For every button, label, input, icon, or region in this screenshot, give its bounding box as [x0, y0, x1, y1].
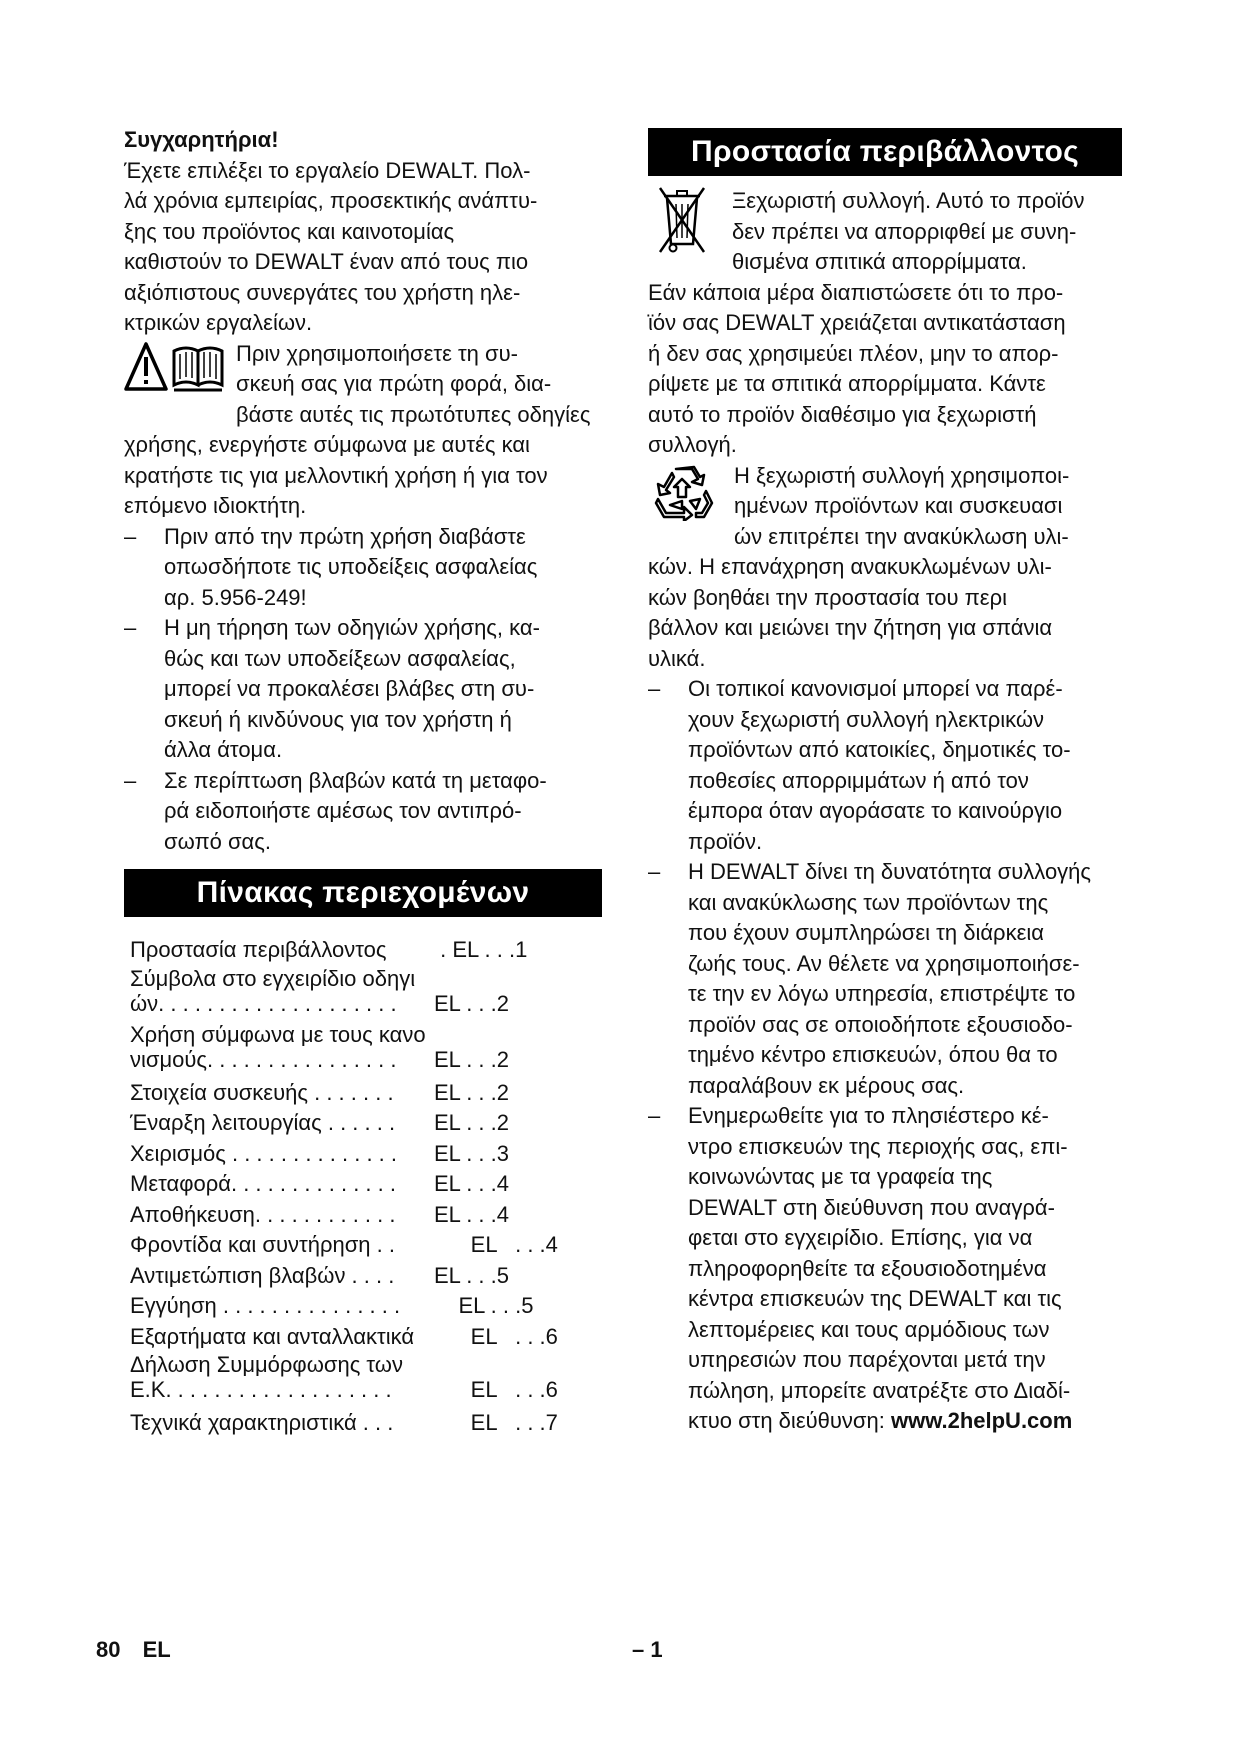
table-of-contents — [124, 935, 602, 1439]
text-line: DEWALT στη διεύθυνση που αναγρά- — [688, 1194, 1055, 1220]
disposal-paragraph — [648, 278, 1122, 461]
toc-entry[interactable] — [130, 966, 602, 1016]
page-footer-center: – 1 — [632, 1637, 663, 1662]
text-line: οπωσδήποτε τις υποδείξεις ασφαλείας — [164, 554, 538, 579]
text-line: τημένο κέντρο επισκευών, όπου θα το — [688, 1042, 1058, 1067]
toc-entry-title: Αντιμετώπιση βλαβών . . . . — [130, 1262, 395, 1288]
text-line: σκευή ή κινδύνους για τον χρήστη ή — [164, 706, 512, 732]
toc-entry-page: EL . . .2 — [434, 1079, 510, 1105]
toc-entry-title: Τεχνικά χαρακτηριστικά . . . — [130, 1410, 394, 1435]
text-line: κών βοηθάει την προστασία του περι — [648, 584, 1007, 610]
text-line: Σε περίπτωση βλαβών κατά τη μεταφο- — [164, 767, 547, 793]
bullet-item — [124, 613, 602, 766]
toc-entry-title: Σύμβολα στο εγχειρίδιο οδηγι — [130, 965, 416, 991]
text-line: βάστε αυτές τις πρωτότυπες οδηγίες — [236, 401, 591, 427]
text-line: και ανακύκλωσης των προϊόντων της — [688, 889, 1049, 915]
text-line: μπορεί να προκαλέσει βλάβες στη συ- — [164, 676, 535, 701]
text-line: Η μη τήρηση των οδηγιών χρήσης, κα- — [164, 615, 540, 640]
weee-paragraph — [648, 186, 1122, 278]
bullet-dash: – — [124, 523, 137, 549]
text-line: αυτό το προϊόν διαθέσιμο για ξεχωριστή — [648, 401, 1037, 427]
text-line: επόμενο ιδιοκτήτη. — [124, 493, 307, 518]
toc-entry-title: Χρήση σύμφωνα με τους κανο — [130, 1021, 426, 1047]
text-line: κοινωνώντας με τα γραφεία της — [688, 1164, 993, 1189]
url-prefix: κτυο στη διεύθυνση: — [688, 1408, 891, 1433]
toc-entry-title: Μεταφορά. . . . . . . . . . . . . . — [130, 1171, 396, 1196]
toc-entry[interactable] — [130, 1352, 602, 1402]
text-line: προϊόντων από κατοικίες, δημοτικές το- — [688, 737, 1071, 762]
toc-entry-page: EL . . .2 — [434, 1110, 510, 1135]
bullet-item — [124, 766, 602, 858]
text-line: σωπό σας. — [164, 828, 271, 854]
toc-entry-page: EL . . .4 — [434, 1171, 510, 1196]
bullet-dash: – — [648, 676, 661, 701]
toc-entry[interactable] — [130, 1261, 602, 1292]
text-line: ή δεν σας χρησιμεύει πλέον, μην το απορ- — [648, 340, 1059, 366]
text-line: πώληση, μπορείτε ανατρέξτε στο Διαδί- — [688, 1377, 1071, 1403]
toc-entry-page: . EL . . .1 — [434, 937, 528, 962]
toc-entry-page: EL . . .6 — [434, 1323, 558, 1349]
text-line: πληροφορηθείτε τα εξουσιοδοτημένα — [688, 1255, 1047, 1281]
toc-entry-title: Έναρξη λειτουργίας . . . . . . — [130, 1110, 396, 1135]
page-footer-left — [96, 1637, 171, 1663]
text-line: υπηρεσιών που παρέχονται μετά την — [688, 1347, 1046, 1372]
bullet-dash: – — [124, 767, 137, 793]
text-line: υλικά. — [648, 645, 706, 671]
text-line: Ενημερωθείτε για το πλησιέστερο κέ- — [688, 1103, 1049, 1128]
text-line — [688, 1406, 1122, 1437]
text-line: που έχουν συμπληρώσει τη διάρκεια — [688, 920, 1044, 945]
text-line: προϊόν. — [688, 828, 763, 854]
toc-entry[interactable] — [130, 1200, 602, 1231]
text-line: κτρικών εργαλείων. — [124, 310, 313, 335]
toc-entry-title: Δήλωση Συμμόρφωσης των — [130, 1352, 403, 1377]
toc-entry[interactable] — [130, 1108, 602, 1139]
right-column — [648, 128, 1122, 1437]
text-line: ξης του προϊόντος και καινοτομίας — [124, 218, 455, 244]
text-line: άλλα άτομα. — [164, 737, 283, 762]
text-line: Ξεχωριστή συλλογή. Αυτό το προϊόν — [732, 188, 1085, 213]
toc-entry[interactable] — [130, 1408, 602, 1439]
toc-entry[interactable] — [130, 935, 602, 966]
bullet-item — [124, 522, 602, 614]
text-line: έμπορα όταν αγοράσατε το καινούργιο — [688, 798, 1063, 823]
text-line: κέντρα επισκευών της DEWALT και τις — [688, 1286, 1062, 1311]
toc-entry[interactable] — [130, 1078, 602, 1109]
toc-entry[interactable] — [130, 1230, 602, 1261]
toc-entry[interactable] — [130, 1139, 602, 1170]
toc-entry[interactable] — [130, 1291, 602, 1322]
bullet-item — [648, 674, 1122, 857]
text-line: λεπτομέρειες και τους αρμόδιους των — [688, 1316, 1050, 1342]
text-line: προϊόν σας σε οποιοδήποτε εξουσιοδο- — [688, 1011, 1073, 1037]
text-line: θισμένα σπιτικά απορρίμματα. — [732, 249, 1027, 274]
text-line: ημένων προϊόντων και συσκευασι — [734, 493, 1063, 518]
toc-entry[interactable] — [130, 1169, 602, 1200]
recycling-paragraph — [648, 461, 1122, 675]
toc-entry-page: EL . . .4 — [434, 1201, 510, 1227]
text-line: φεται στο εγχειρίδιο. Επίσης, για να — [688, 1225, 1033, 1250]
text-line: κών. Η επανάχρηση ανακυκλωμένων υλι- — [648, 554, 1052, 579]
page-number: 80 — [96, 1637, 121, 1662]
crossed-bin-icon — [658, 186, 706, 265]
text-line: ποθεσίες απορριμμάτων ή από τον — [688, 767, 1029, 793]
toc-entry-title-cont: Ε.Κ. . . . . . . . . . . . . . . . . . . — [130, 1377, 392, 1402]
bullet-item — [648, 1101, 1122, 1437]
language-code: EL — [142, 1637, 171, 1662]
toc-entry-title-cont: νισμούς. . . . . . . . . . . . . . . . — [130, 1046, 397, 1072]
text-line: ρά ειδοποιήστε αμέσως τον αντιπρό- — [164, 798, 522, 823]
toc-entry-title: Εξαρτήματα και ανταλλακτικά — [130, 1323, 415, 1349]
toc-entry-page: EL . . .2 — [434, 1046, 510, 1072]
text-line: ϊόν σας DEWALT χρειάζεται αντικατάσταση — [648, 310, 1066, 335]
text-line: ζωής τους. Αν θέλετε να χρησιμοποιήσε- — [688, 950, 1080, 976]
text-line: τε την εν λόγω υπηρεσία, επιστρέψτε το — [688, 981, 1076, 1006]
text-line: Πριν από την πρώτη χρήση διαβάστε — [164, 523, 526, 549]
text-line: Πριν χρησιμοποιήσετε τη συ- — [236, 340, 518, 366]
bullet-dash: – — [648, 1103, 661, 1128]
text-line: βάλλον και μειώνει την ζήτηση για σπάνια — [648, 615, 1053, 640]
toc-entry-page: EL . . .5 — [434, 1262, 510, 1288]
toc-entry-page: EL . . .4 — [434, 1232, 558, 1257]
support-url-link[interactable]: www.2helpU.com — [890, 1408, 1073, 1433]
text-line: αρ. 5.956-249! — [164, 584, 307, 610]
text-line: Η ξεχωριστή συλλογή χρησιμοποι- — [734, 462, 1070, 488]
text-line: σκευή σας για πρώτη φορά, δια- — [236, 371, 552, 396]
text-line: καθιστούν το DEWALT έναν από τους πιο — [124, 249, 529, 274]
toc-entry-title: Εγγύηση . . . . . . . . . . . . . . . — [130, 1293, 401, 1318]
congrats-heading: Συγχαρητήρια! — [124, 127, 279, 152]
toc-entry-page: EL . . .2 — [434, 990, 510, 1016]
toc-entry-page: EL . . .5 — [434, 1293, 534, 1318]
toc-entry-title: Φροντίδα και συντήρηση . . — [130, 1232, 395, 1257]
text-line: ντρο επισκευών της περιοχής σας, επι- — [688, 1133, 1068, 1159]
warning-read-manual-icon — [124, 341, 226, 404]
text-line: Έχετε επιλέξει το εργαλείο DEWALT. Πολ- — [124, 157, 531, 183]
intro-paragraph — [124, 156, 602, 339]
bullet-item — [648, 857, 1122, 1101]
text-line: κρατήστε τις για μελλοντική χρήση ή για τον — [124, 462, 548, 488]
text-line: παραλάβουν εκ μέρους σας. — [688, 1072, 965, 1098]
bullet-dash: – — [648, 859, 661, 884]
toc-entry[interactable] — [130, 1022, 602, 1072]
text-line: χρήσης, ενεργήστε σύμφωνα με αυτές και — [124, 432, 530, 457]
toc-entry-title: Χειρισμός . . . . . . . . . . . . . . — [130, 1140, 398, 1166]
text-line: ών επιτρέπει την ανακύκλωση υλι- — [734, 523, 1069, 549]
text-line: χουν ξεχωριστή συλλογή ηλεκτρικών — [688, 706, 1045, 732]
toc-entry-page: EL . . .3 — [434, 1140, 510, 1166]
toc-entry-title: Προστασία περιβάλλοντος — [130, 937, 387, 962]
recycle-icon — [654, 465, 714, 530]
text-line: θώς και των υποδείξεων ασφαλείας, — [164, 645, 516, 671]
text-line: δεν πρέπει να απορριφθεί με συνη- — [732, 218, 1077, 244]
text-line: Οι τοπικοί κανονισμοί μπορεί να παρέ- — [688, 676, 1063, 701]
toc-entry-title-cont: ών. . . . . . . . . . . . . . . . . . . . — [130, 990, 397, 1016]
text-line: Εάν κάποια μέρα διαπιστώσετε ότι το προ- — [648, 279, 1064, 305]
environment-title-band: Προστασία περιβάλλοντος — [648, 128, 1122, 176]
toc-title-band: Πίνακας περιεχομένων — [124, 869, 602, 917]
text-line: Η DEWALT δίνει τη δυνατότητα συλλογής — [688, 859, 1092, 884]
text-line: λά χρόνια εμπειρίας, προσεκτικής ανάπτυ- — [124, 188, 538, 213]
toc-entry-title: Αποθήκευση. . . . . . . . . . . . — [130, 1201, 396, 1227]
bullet-dash: – — [124, 615, 137, 640]
text-line: συλλογή. — [648, 432, 737, 457]
toc-entry-page: EL . . .6 — [434, 1377, 558, 1402]
toc-entry[interactable] — [130, 1322, 602, 1353]
toc-entry-page: EL . . .7 — [434, 1410, 558, 1435]
left-column — [124, 125, 602, 1439]
text-line: ρίψετε με τα σπιτικά απορρίμματα. Κάντε — [648, 371, 1046, 396]
warning-paragraph — [124, 339, 602, 522]
toc-entry-title: Στοιχεία συσκευής . . . . . . . — [130, 1079, 394, 1105]
text-line: αξιόπιστους συνεργάτες του χρήστη ηλε- — [124, 279, 521, 305]
